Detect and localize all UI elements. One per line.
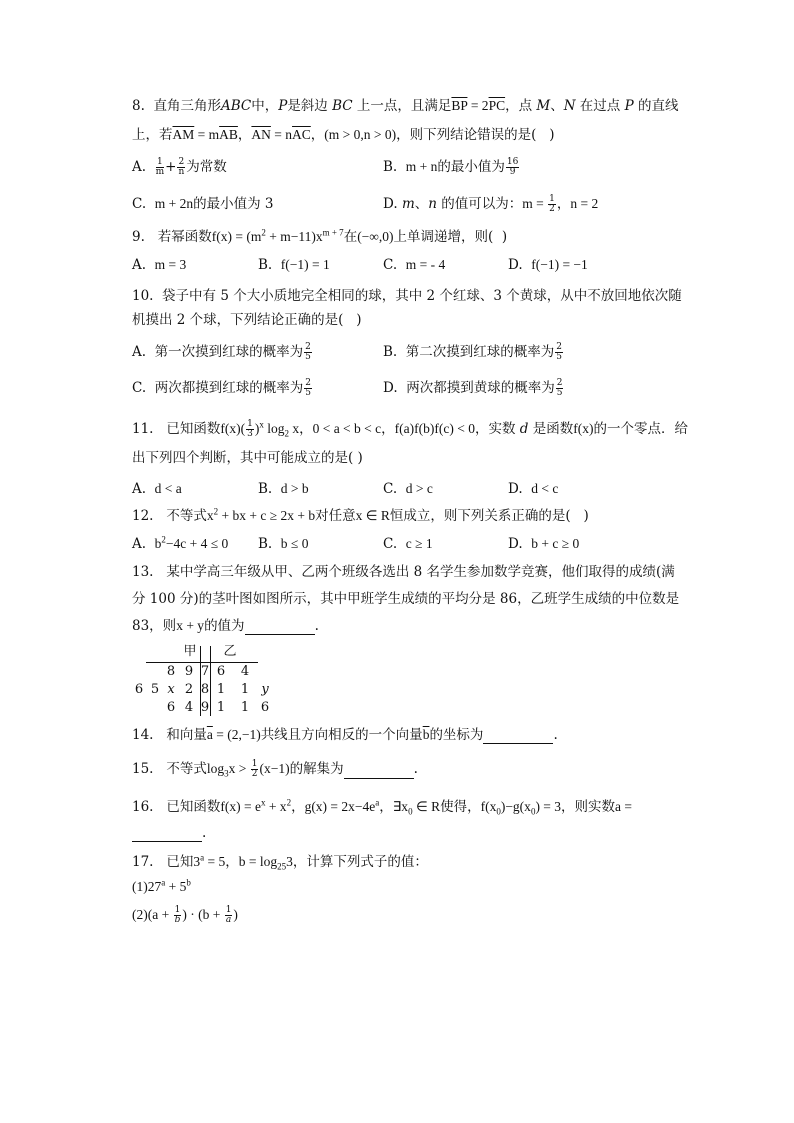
- q16-stem: 16. 已知函数$f(x) = e^x + x^2$，$g(x) = 2x-4e^a$，$\exists x_0$ ∈ R使得，$f(x_0)-g(x_0) = 3$，则实数a =: [132, 797, 633, 817]
- q14-stem: 14. 和向量$\overline{a} = (2,-1)$共线且方向相反的一个向量$\overline{b}$的坐标为 .: [132, 727, 558, 743]
- leaf-left: 6: [166, 700, 176, 715]
- stem-head-left: 甲: [183, 644, 197, 659]
- q9-option-c: C. m = - 4: [383, 257, 446, 273]
- q17-part2: (2)(a + $\frac{1}{b}$ ) · (b + $\frac{1}{a}$ ): [132, 905, 238, 925]
- q10-option-d: D. 两次都摸到黄球的概率为 $\frac{2}{5}$: [383, 378, 563, 398]
- q10-option-b: B. 第二次摸到红球的概率为 $\frac{2}{5}$: [383, 342, 563, 362]
- q15-answer-blank[interactable]: [344, 764, 414, 779]
- stem-value: 7: [200, 664, 210, 679]
- q10-option-a: A. 第一次摸到红球的概率为 $\frac{2}{5}$: [132, 342, 311, 362]
- q12-option-a: A. $b^2-4c + 4 \le 0$: [132, 534, 229, 552]
- q9-stem: 9. 若幂函数$f(x) = (m^2 + m-11)x^{m + 7}$在(−∞,0)上单调递增，则( ): [132, 227, 508, 245]
- q9-option-a: A. m = 3: [132, 257, 187, 273]
- q8-option-a: A. $\frac{1}{m}$ + $\frac{2}{n}$ 为常数: [132, 157, 227, 177]
- q17-part1: $(1)27^a + 5^b$: [132, 877, 191, 894]
- q9-option-d: D. f(−1) = −1: [508, 257, 588, 273]
- leaf-right: 1: [240, 682, 250, 697]
- q13-stem-line1: 13. 某中学高三年级从甲、乙两个班级各选出 8 名学生参加数学竞赛，他们取得的成绩(满: [132, 564, 675, 580]
- leaf-right: 6: [216, 664, 226, 679]
- stem-header-rule: [146, 662, 258, 663]
- q12-option-c: C. c ≥ 1: [383, 536, 433, 552]
- leaf-left: 8: [166, 664, 176, 679]
- q8-option-b: B. m + n的最小值为 $\frac{16}{9}$: [383, 157, 519, 177]
- stem-head-right: 乙: [223, 644, 237, 659]
- q10-option-c: C. 两次都摸到红球的概率为 $\frac{2}{5}$: [132, 378, 311, 398]
- q14-answer-blank[interactable]: [483, 729, 553, 744]
- q11-stem-line1: 11. 已知函数f(x)( $\frac{1}{3}$ )$^x$ $\log_2 x$，0 < a < b < c，f(a)f(b)f(c) < 0，实数 d 是函数f(x)的一个零点．给: [132, 419, 688, 439]
- q13-stem-line3: 83，则x + y的值为 .: [132, 618, 319, 634]
- leaf-left: 2: [184, 682, 194, 697]
- q11-option-c: C. d > c: [383, 481, 433, 497]
- leaf-right: 1: [216, 700, 226, 715]
- q16-answer-line: .: [132, 824, 206, 842]
- leaf-left: 4: [184, 700, 194, 715]
- leaf-right: y: [261, 682, 269, 697]
- stem-leaf-plot: [130, 644, 270, 724]
- q10-stem-line2: 机摸出 2 个球，下列结论正确的是( ): [132, 312, 362, 328]
- q11-stem-line2: 出下列四个判断，其中可能成立的是( ): [132, 450, 363, 466]
- leaf-left: 5: [150, 682, 160, 697]
- leaf-left: 9: [184, 664, 194, 679]
- q12-option-d: D. b + c ≥ 0: [508, 536, 580, 552]
- leaf-right: 1: [240, 700, 250, 715]
- q12-stem: 12. 不等式$x^2$ + bx + c ≥ 2x + b对任意x ∈ R恒成立，则下列关系正确的是( ): [132, 506, 589, 524]
- q8-option-d: D. m、n 的值可以为：m = $\frac{1}{2}$ ，n = 2: [383, 194, 599, 214]
- q12-option-b: B. b ≤ 0: [258, 536, 309, 552]
- q11-option-b: B. d > b: [258, 481, 309, 497]
- leaf-right: 6: [260, 700, 270, 715]
- q11-option-a: A. d < a: [132, 481, 182, 497]
- stem-value: 9: [200, 700, 210, 715]
- q15-stem: 15. 不等式$\log_3x$ > $\frac{1}{2}$ (x−1)的解集为 .: [132, 759, 418, 779]
- q11-option-d: D. d < c: [508, 481, 559, 497]
- q16-answer-blank[interactable]: [132, 827, 202, 842]
- leaf-right: 1: [216, 682, 226, 697]
- leaf-left: x: [167, 682, 175, 697]
- q13-answer-blank[interactable]: [245, 620, 315, 635]
- q8-stem-line1: 8. 直角三角形ABC中，P是斜边 BC 上一点，且满足$\overline{BP} = 2\overline{PC}$，点 M、N 在过点 P 的直线: [132, 98, 679, 114]
- q10-stem-line1: 10. 袋子中有 5 个大小质地完全相同的球，其中 2 个红球、3 个黄球，从中不放回地依次随: [132, 288, 682, 304]
- q9-option-b: B. f(−1) = 1: [258, 257, 330, 273]
- q17-stem: 17. 已知$3^a = 5$，$b = \log_{25}3$，计算下列式子的值：: [132, 852, 428, 872]
- leaf-right: 4: [240, 664, 250, 679]
- q8-stem-line2: 上，若$\overline{AM} = m\overline{AB}$，$\overline{AN} = n\overline{AC}$，(m > 0,n > 0)，则下列结论错误的是( ): [132, 127, 555, 143]
- q13-stem-line2: 分 100 分)的茎叶图如图所示，其中甲班学生成绩的平均分是 86，乙班学生成绩的中位数是: [132, 591, 680, 607]
- q8-option-c: C. m + 2n的最小值为 3: [132, 196, 274, 212]
- leaf-left: 6: [134, 682, 144, 697]
- stem-value: 8: [200, 682, 210, 697]
